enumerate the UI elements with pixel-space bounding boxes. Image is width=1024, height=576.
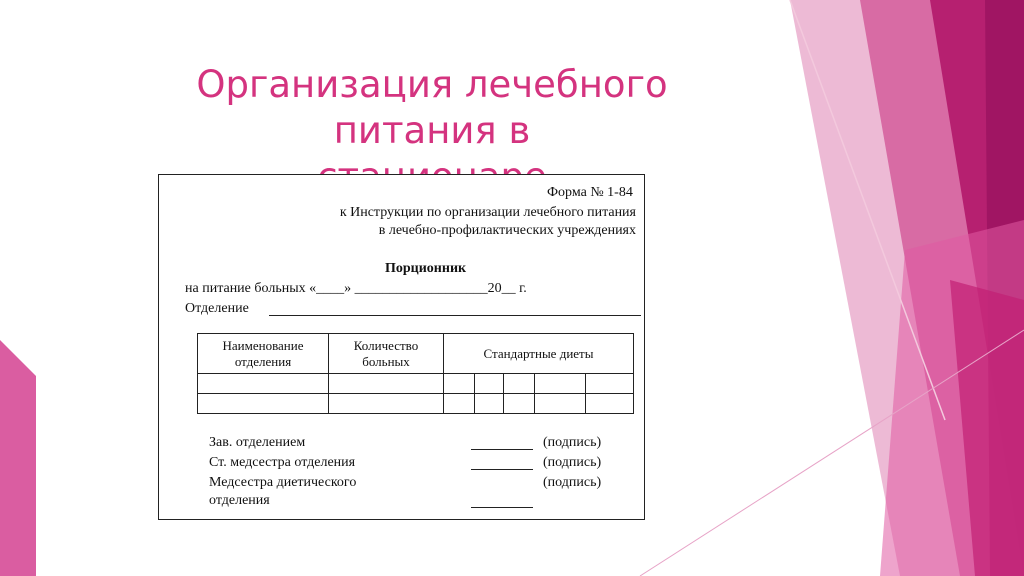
- department-underline: [269, 315, 641, 316]
- patients-date-line: на питание больных «____» ___________________20__ г.: [185, 281, 527, 296]
- slide-title-line-1: Организация лечебного питания в: [196, 63, 668, 152]
- table-cell: [198, 394, 329, 414]
- signature-row-diet-nurse-line-1: Медсестра диетического: [209, 475, 357, 490]
- signature-row-head: Зав. отделением: [209, 435, 306, 450]
- header-department-name-line-2: отделения: [234, 353, 292, 369]
- table-cell: [475, 394, 504, 414]
- signature-label-2: (подпись): [543, 455, 602, 470]
- portion-table: [197, 333, 634, 414]
- signature-line-2: [471, 469, 533, 470]
- signature-row-diet-nurse-line-2: отделения: [209, 493, 270, 508]
- header-patient-count-line-2: больных: [362, 353, 410, 369]
- department-label: Отделение: [185, 301, 249, 316]
- table-row: [198, 394, 634, 414]
- form-number: Форма № 1-84: [547, 185, 633, 200]
- table-cell: [444, 374, 475, 394]
- table-cell: [329, 394, 444, 414]
- signature-row-senior-nurse: Ст. медсестра отделения: [209, 455, 356, 470]
- header-department-name: [198, 334, 329, 374]
- header-patient-count: [329, 334, 444, 374]
- signature-label-3: (подпись): [543, 475, 602, 490]
- signature-line-1: [471, 449, 533, 450]
- table-row: [198, 374, 634, 394]
- header-department-name-line-1: Наименование: [222, 337, 304, 353]
- table-cell: [586, 374, 634, 394]
- table-cell: [475, 374, 504, 394]
- instruction-line-2: в лечебно-профилактических учреждениях: [378, 223, 636, 238]
- table-cell: [586, 394, 634, 414]
- form-1-84-document: [158, 174, 645, 520]
- header-patient-count-line-1: Количество: [353, 337, 419, 353]
- header-standard-diets: Стандартные диеты: [444, 334, 634, 374]
- form-heading: Порционник: [385, 261, 467, 276]
- table-cell: [535, 394, 586, 414]
- table-header-row: [198, 334, 634, 374]
- table-cell: [504, 374, 535, 394]
- table-cell: [329, 374, 444, 394]
- instruction-line-1: к Инструкции по организации лечебного питания: [339, 205, 636, 220]
- table-cell: [444, 394, 475, 414]
- table-cell: [535, 374, 586, 394]
- signature-line-3: [471, 507, 533, 508]
- table-cell: [198, 374, 329, 394]
- table-cell: [504, 394, 535, 414]
- signature-label-1: (подпись): [543, 435, 602, 450]
